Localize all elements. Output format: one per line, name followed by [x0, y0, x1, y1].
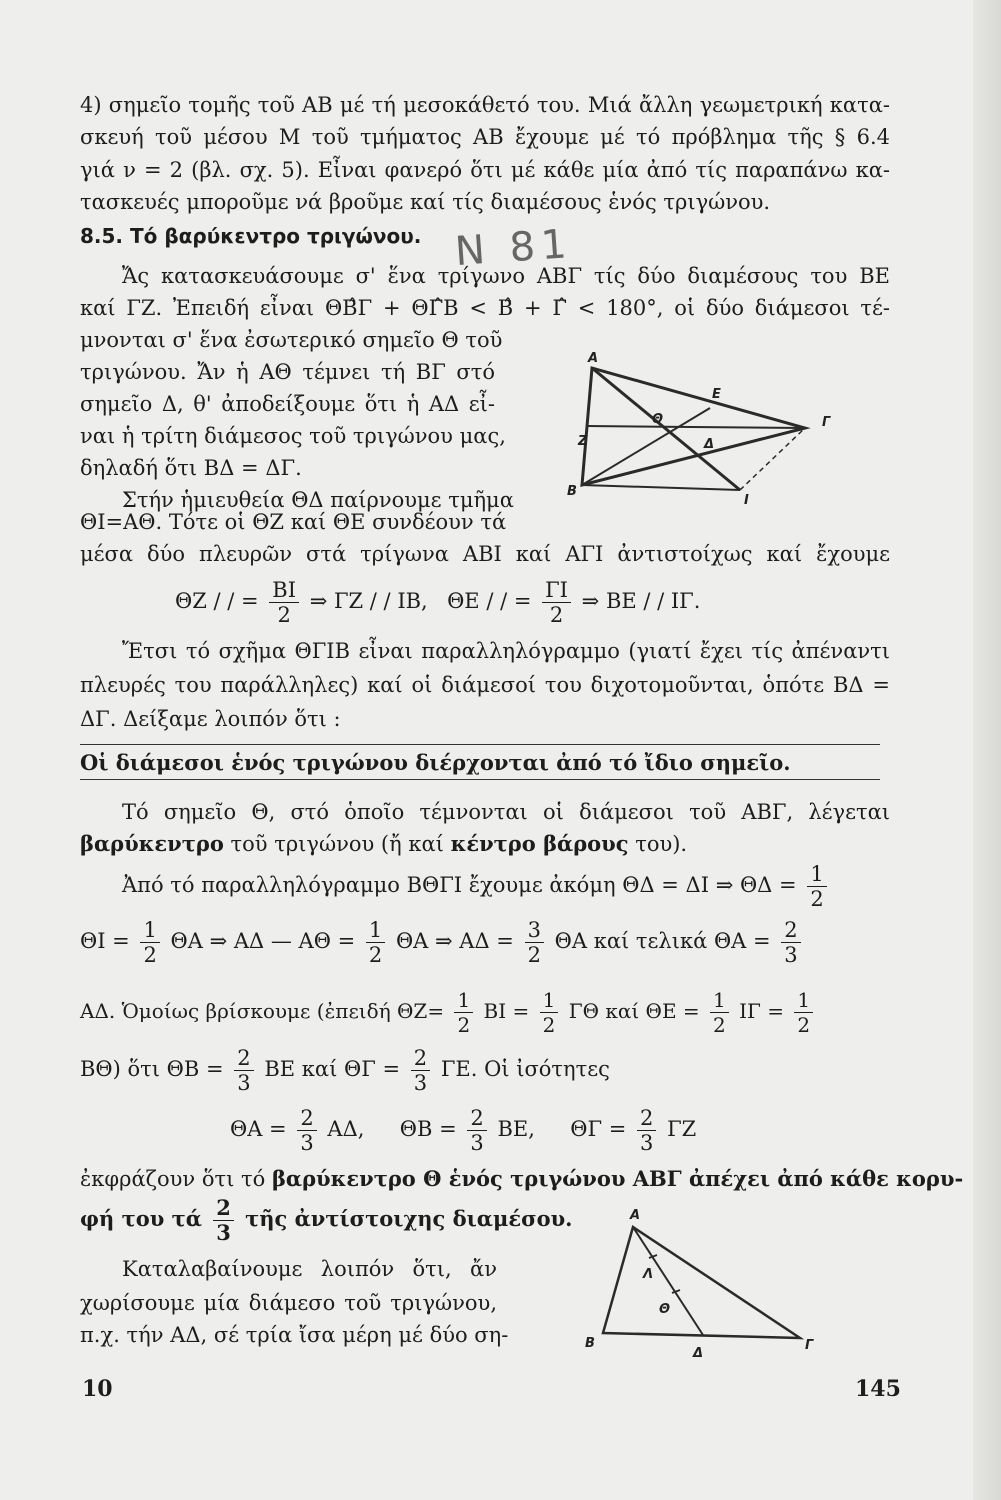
- label-G: Γ: [805, 1338, 814, 1353]
- para6-line: π.χ. τήν ΑΔ, σέ τρία ἴσα μέρη μέ δύο ση-: [80, 1323, 509, 1347]
- para2-line: ΔΓ. Δείξαμε λοιπόν ὅτι :: [80, 707, 341, 731]
- footer-signature-number: 10: [82, 1376, 113, 1402]
- label-I: I: [744, 493, 749, 508]
- fraction: $\frac{1}{2}$: [710, 988, 729, 1037]
- para1-narrow-line: Στήν ἡμιευθεία ΘΔ παίρνουμε τμῆμα: [122, 488, 514, 512]
- fraction: $\frac{2}{3}$: [637, 1106, 656, 1155]
- page-number: 145: [855, 1376, 901, 1402]
- label-A: A: [588, 351, 599, 366]
- equation-3: ΑΔ. Ὁμοίως βρίσκουμε (ἐπειδή ΘΖ= $\frac{1}{2}$ ΒΙ = $\frac{1}{2}$ ΓΘ καί ΘΕ = $\frac{1}{2}$ ΙΓ = $\frac{1}{2}$: [80, 988, 817, 1037]
- eq1-right: ΘΕ / / =: [447, 589, 532, 613]
- label-E: E: [712, 387, 721, 402]
- fraction: $\frac{1}{2}$: [540, 988, 559, 1037]
- tick-mark: [649, 1255, 657, 1258]
- fraction: $\frac{2}{3}$: [781, 918, 800, 967]
- label-Lambda: Λ: [643, 1267, 654, 1282]
- equation-1: [175, 578, 700, 627]
- eq1-result: ⇒ ΓΖ / / ΙΒ,: [309, 589, 428, 613]
- para1-narrow-line: τριγώνου. Ἄν ἡ ΑΘ τέμνει τή ΒΓ στό: [80, 360, 495, 384]
- fraction: $\frac{3}{2}$: [525, 918, 544, 967]
- para5-line: ἐκφράζουν ὅτι τό βαρύκεντρο Θ ἑνός τριγώνου ΑΒΓ ἀπέχει ἀπό κάθε κορυ-: [80, 1166, 964, 1191]
- para1-tail: μέσα δύο πλευρῶν στά τρίγωνα ΑΒΙ καί ΑΓΙ ἀντιστοίχως καί ἔχουμε: [80, 542, 890, 566]
- para6-line: Καταλαβαίνουμε λοιπόν ὅτι, ἄν: [122, 1257, 497, 1281]
- section-number: 8.5.: [80, 224, 124, 248]
- handwritten-note: N 81: [453, 220, 575, 276]
- theorem-statement: Οἱ διάμεσοι ἑνός τριγώνου διέρχονται ἀπό τό ἴδιο σημεῖο.: [80, 750, 791, 775]
- label-G: Γ: [822, 415, 831, 430]
- triangle-figure-centroid: [575, 1205, 835, 1365]
- label-Theta: Θ: [652, 412, 664, 427]
- label-A: A: [630, 1208, 641, 1223]
- intro-line: 4) σημεῖο τομῆς τοῦ ΑΒ μέ τή μεσοκάθετό του. Μιά ἄλλη γεωμετρική κατα-: [80, 93, 890, 117]
- fraction: $\frac{1}{2}$: [794, 988, 813, 1037]
- equation-4: ΒΘ) ὅτι ΘΒ = $\frac{2}{3}$ ΒΕ καί ΘΓ = $\frac{2}{3}$ ΓΕ. Οἱ ἰσότητες: [80, 1046, 610, 1095]
- fraction: $\frac{1}{2}$: [454, 988, 473, 1037]
- para1-line: καί ΓΖ. Ἐπειδή εἶναι ΘΒ̂Γ + ΘΓ̂Β < Β̂ + Γ̂ < 180°, οἱ δύο διάμεσοι τέ-: [80, 296, 890, 320]
- label-B: B: [567, 484, 577, 499]
- eq1-left: ΘΖ / / =: [175, 589, 259, 613]
- label-Theta: Θ: [659, 1302, 671, 1317]
- para1-line: Ἄς κατασκευάσουμε σ' ἕνα τρίγωνο ΑΒΓ τίς δύο διαμέσους του ΒΕ: [122, 264, 890, 288]
- rule-top: [80, 744, 880, 745]
- intro-line: τασκευές μποροῦμε νά βροῦμε καί τίς διαμέσους ἑνός τριγώνου.: [80, 190, 771, 214]
- fraction: $\frac{2}{3}$: [213, 1196, 234, 1245]
- fraction: $\frac{1}{2}$: [366, 918, 385, 967]
- para1-narrow-line: δηλαδή ὅτι ΒΔ = ΔΓ.: [80, 456, 302, 480]
- intro-line: σκευή τοῦ μέσου Μ τοῦ τμήματος ΑΒ ἔχουμε μέ τό πρόβλημα τῆς § 6.4: [80, 125, 890, 149]
- fraction: $\frac{1}{2}$: [140, 918, 159, 967]
- triangle-ABG: [603, 1227, 800, 1338]
- eq1-result: ⇒ ΒΕ / / ΙΓ.: [581, 589, 701, 613]
- triangle-figure-medians: [560, 350, 860, 520]
- segment-BI: [582, 485, 740, 490]
- para3-line: βαρύκεντρο τοῦ τριγώνου (ἤ καί κέντρο βάρους του).: [80, 831, 688, 856]
- rule-bottom: [80, 779, 880, 780]
- para1-narrow-line: μνονται σ' ἕνα ἐσωτερικό σημεῖο Θ τοῦ: [80, 328, 503, 352]
- para1-narrow-line: ΘΙ=ΑΘ. Τότε οἱ ΘΖ καί ΘΕ συνδέουν τά: [80, 510, 507, 534]
- fraction: $\frac{1}{2}$: [807, 862, 826, 911]
- para2-line: Ἔτσι τό σχῆμα ΘΓΙΒ εἶναι παραλληλόγραμμο (γιατί ἔχει τίς ἀπέναντι: [122, 639, 890, 663]
- fraction: $\frac{2}{3}$: [234, 1046, 253, 1095]
- equation-5: ΘΑ = $\frac{2}{3}$ ΑΔ, ΘΒ = $\frac{2}{3}$ ΒΕ, ΘΓ = $\frac{2}{3}$ ΓΖ: [230, 1106, 697, 1155]
- para1-narrow-line: ναι ἡ τρίτη διάμεσος τοῦ τριγώνου μας,: [80, 424, 506, 448]
- equation-2: ΘΙ = $\frac{1}{2}$ ΘΑ ⇒ ΑΔ — ΑΘ = $\frac{1}{2}$ ΘΑ ⇒ ΑΔ = $\frac{3}{2}$ ΘΑ καί τελικά ΘΑ = $\frac{2}{3}$: [80, 918, 805, 967]
- para1-narrow-line: σημεῖο Δ, θ' ἀποδείξουμε ὅτι ἡ ΑΔ εἶ-: [80, 392, 495, 416]
- median-BE: [582, 408, 710, 485]
- para5-line: φή του τά $\frac{2}{3}$ τῆς ἀντίστοιχης διαμέσου.: [80, 1195, 573, 1245]
- fraction: $\frac{2}{3}$: [467, 1106, 486, 1155]
- para3-line: Τό σημεῖο Θ, στό ὁποῖο τέμνονται οἱ διάμεσοι τοῦ ΑΒΓ, λέγεται: [122, 800, 890, 824]
- para6-line: χωρίσουμε μία διάμεσο τοῦ τριγώνου,: [80, 1291, 497, 1315]
- para4-line: Ἀπό τό παραλληλόγραμμο ΒΘΓΙ ἔχουμε ἀκόμη ΘΔ = ΔΙ ⇒ ΘΔ = $\frac{1}{2}$: [122, 862, 831, 911]
- fraction: $\frac{2}{3}$: [297, 1106, 316, 1155]
- page-edge: [973, 0, 1001, 1500]
- fraction: $\frac{BI}{2}$: [269, 578, 299, 627]
- label-B: B: [585, 1336, 595, 1351]
- label-Delta: Δ: [693, 1346, 704, 1361]
- fraction: $\frac{\Gamma I}{2}$: [542, 578, 571, 627]
- para2-line: πλευρές του παράλληλες) καί οἱ διάμεσοί του διχοτομοῦνται, ὁπότε ΒΔ =: [80, 673, 890, 697]
- intro-line: γιά ν = 2 (βλ. σχ. 5). Εἶναι φανερό ὅτι μέ κάθε μία ἀπό τίς παραπάνω κα-: [80, 158, 890, 182]
- median-GZ: [587, 426, 805, 428]
- fraction: $\frac{2}{3}$: [411, 1046, 430, 1095]
- label-Delta: Δ: [704, 437, 715, 452]
- section-title: Τό βαρύκεντρο τριγώνου.: [130, 224, 422, 248]
- label-Z: Z: [578, 434, 588, 449]
